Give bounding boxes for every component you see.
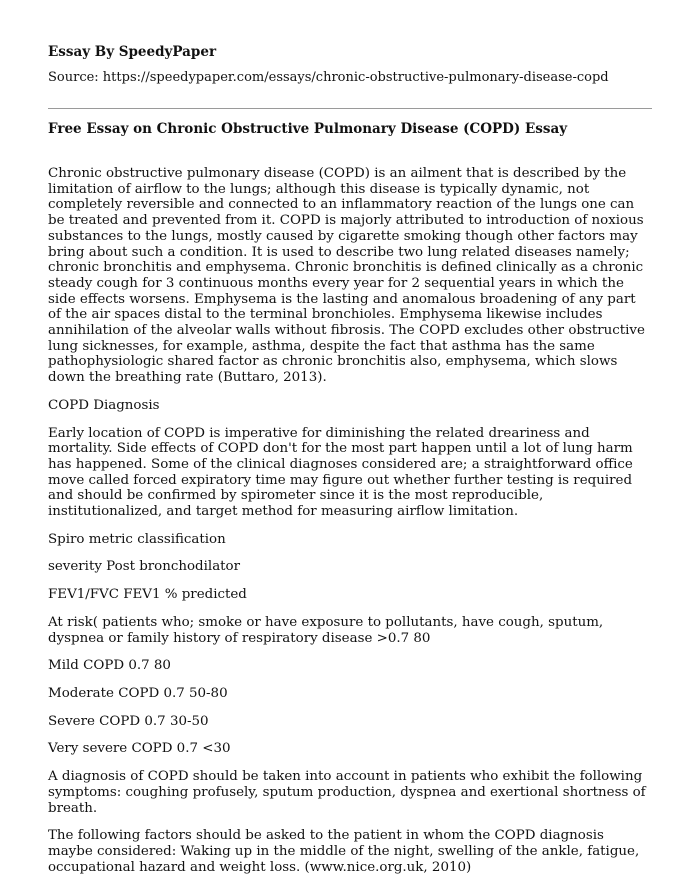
paragraph-at-risk: At risk( patients who; smoke or have exposure to pollutants, have cough, sputum, dyspnea or family history of respiratory disease >0.7 80 [48, 614, 604, 646]
paragraph-mild-copd: Mild COPD 0.7 80 [48, 658, 171, 674]
document-title: Free Essay on Chronic Obstructive Pulmonary Disease (COPD) Essay [48, 121, 568, 137]
paragraph-very-severe-copd: Very severe COPD 0.7 <30 [48, 741, 231, 757]
paragraph-severity-header: severity Post bronchodilator [48, 559, 241, 575]
section-heading-copd-diagnosis: COPD Diagnosis [48, 397, 160, 413]
paragraph-diagnosis-symptoms: A diagnosis of COPD should be taken into account in patients who exhibit the following symptoms: coughing profusely, sputum production, dyspnea and exertional shortness of breath. [48, 769, 646, 816]
source-url-line: Source: https://speedypaper.com/essays/chronic-obstructive-pulmonary-disease-copd [48, 70, 609, 85]
paragraph-early-detection: Early location of COPD is imperative for diminishing the related dreariness and mortality. Side effects of COPD don't for the most part happen until a lot of lung harm has happened. Some of the clinical diagnoses considered are; a straightforward office move called forced expiratory time may figure out whether further testing is required and should be confirmed by spirometer since it is the most reproducible, institutionalized, and target method for measuring airflow limitation. [48, 425, 633, 520]
paragraph-spirometric-classification: Spiro metric classification [48, 531, 226, 547]
paragraph-moderate-copd: Moderate COPD 0.7 50-80 [48, 685, 228, 701]
paragraph-copd-definition: Chronic obstructive pulmonary disease (COPD) is an ailment that is described by the limitation of airflow to the lungs; although this disease is typically dynamic, not completely reversible and connected to an inflammatory reaction of the lungs one can be treated and prevented from it. COPD is majorly attributed to introduction of noxious substances to the lungs, mostly caused by cigarette smoking though other factors may bring about such a condition. It is used to describe two lung related diseases namely; chronic bronchitis and emphysema. Chronic bronchitis is defined clinically as a chronic steady cough for 3 continuous months every year for 2 sequential years in which the side effects worsens. Emphysema is the lasting and anomalous broadening of any part of the air spaces distal to the terminal bronchioles. Emphysema likewise includes annihilation of the alveolar walls without fibrosis. The COPD excludes other obstructive lung sicknesses, for example, asthma, despite the fact that asthma has the same pathophysiologic shared factor as chronic bronchitis also, emphysema, which slows down the breathing rate (Buttaro, 2013). [48, 166, 645, 386]
paragraph-fev-header: FEV1/FVC FEV1 % predicted [48, 587, 247, 603]
paragraph-severe-copd: Severe COPD 0.7 30-50 [48, 713, 209, 729]
essay-header-title: Essay By SpeedyPaper [48, 44, 217, 60]
paragraph-patient-factors: The following factors should be asked to the patient in whom the COPD diagnosis maybe considered: Waking up in the middle of the night, swelling of the ankle, fatigue, occupational hazard and weight loss. (www.nice.org.uk, 2010) [48, 828, 640, 875]
header-divider [48, 108, 652, 109]
document-body [48, 166, 652, 887]
